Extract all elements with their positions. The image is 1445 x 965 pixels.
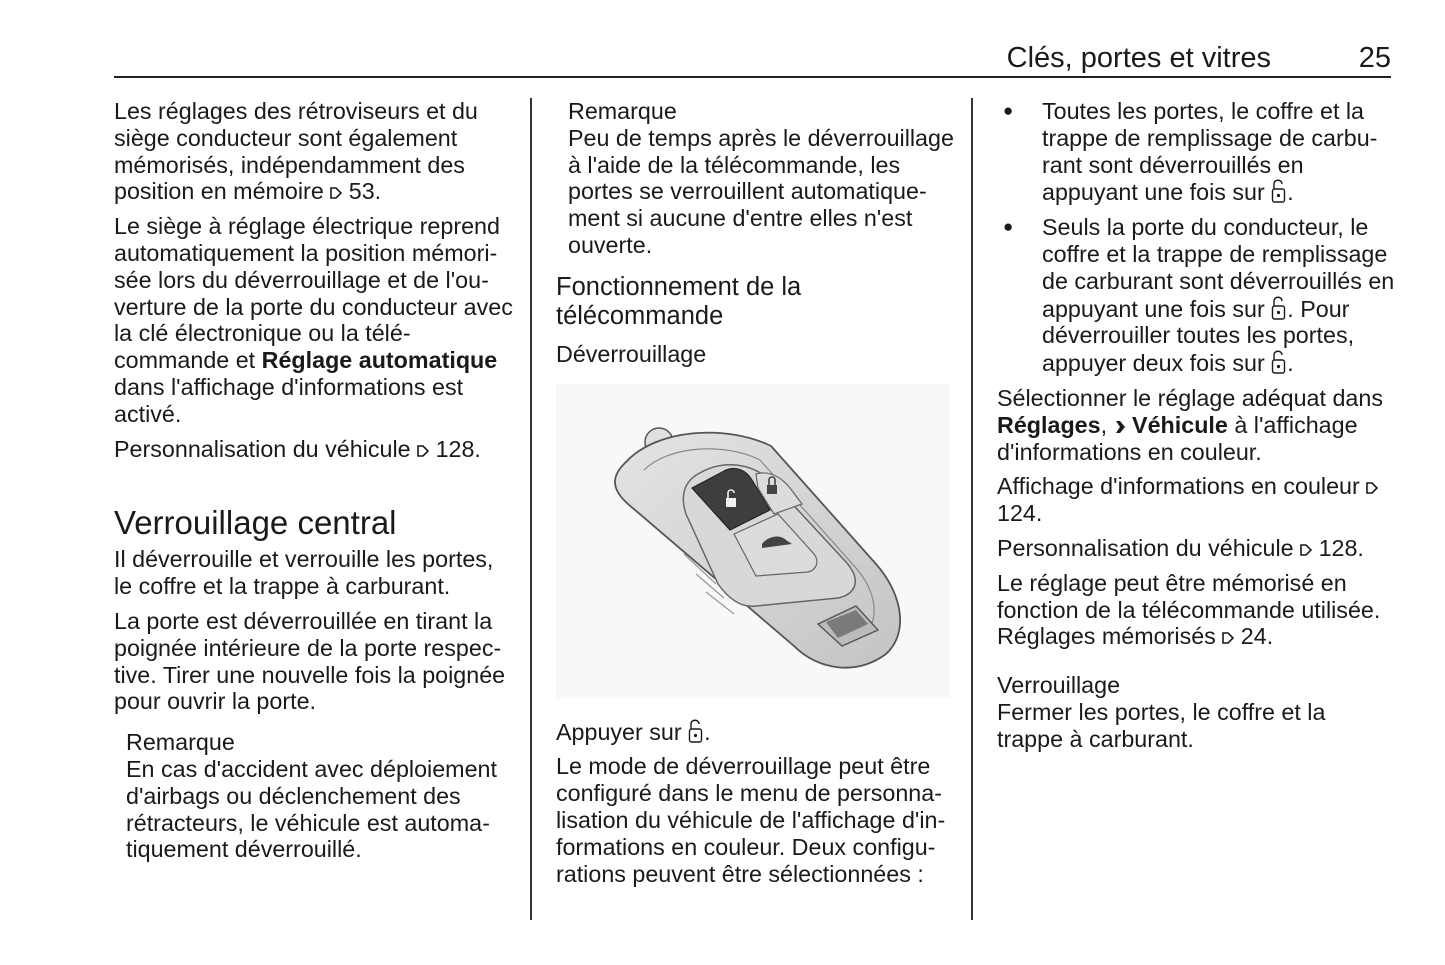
unlock-button-icon [1271,349,1287,375]
chapter-title: Clés, portes et vitres [1006,42,1271,74]
paragraph: Fermer les portes, le coffre et la trappe à carburant. [997,698,1326,752]
sub-heading: Verrouillage [997,672,1121,699]
note-title: Remarque [126,729,235,756]
paragraph-text: Appuyer sur [556,718,682,745]
column-middle [556,98,954,895]
page-reference: 128. [435,435,481,462]
paragraph-text: à l'affichage d'informations en couleur. [997,411,1358,465]
note-text: En cas d'accident avec déploiement d'airbags ou déclenchement des rétracteurs, le véhicule est automatiquement déverrouillé. [126,755,497,863]
punctuation: , [1100,411,1108,438]
paragraph: Il déverrouille et verrouille les portes, le coffre et la trappe à carburant. [114,546,494,600]
note-title: Remarque [568,98,677,124]
menu-term: Réglage automatique [261,347,498,374]
paragraph-text: Personnalisation du véhicule [114,435,411,462]
paragraph [114,213,514,427]
paragraph [997,385,1395,465]
paragraph-text: Affichage d'informations en couleur [997,473,1360,500]
remote-key-icon [556,384,950,698]
unlock-button-icon [1271,178,1287,204]
paragraph [997,473,1395,527]
menu-arrow-icon [1114,419,1126,435]
paragraph [114,436,514,463]
list-item [997,98,1395,206]
paragraph [114,98,514,205]
column-right [997,98,1395,761]
unlock-button-icon [688,718,704,744]
page-reference: 53. [348,178,382,205]
page-reference-arrow-icon [1300,543,1312,557]
paragraph-text: dans l'affichage d'informations est activé. [114,373,464,427]
paragraph-text: Les réglages des rétroviseurs et du siège conducteur sont également mémorisés, indépendamment des position en mémoire [114,98,478,205]
punctuation: . [704,718,711,745]
column-divider [530,98,532,920]
note-block [114,729,514,863]
list-item-text: . Pour déverrouiller toutes les portes, appuyer deux fois sur [1042,295,1355,377]
page-reference-arrow-icon [1366,481,1378,495]
page-header [114,40,1391,78]
page-reference-arrow-icon [417,444,429,458]
list-item [997,214,1395,377]
paragraph-text: Personnalisation du véhicule [997,534,1294,561]
option-list [997,98,1395,377]
section-heading: Verrouillage central [114,504,397,542]
note-text: Peu de temps après le déverrouillage à l'aide de la télécommande, les portes se verrouillent automatiquement si aucune d'entre elles n'est ouverte. [568,124,954,258]
menu-term: Réglages [997,411,1101,438]
unlock-button-icon [1271,295,1287,321]
page-reference: 128. [1318,534,1364,561]
remote-key-illustration [556,384,950,698]
paragraph: Le mode de déverrouillage peut être configuré dans le menu de personnalisation du véhicule de l'affichage d'informations en couleur. Deux configurations peuvent être sélectionnées : [556,753,946,887]
paragraph [556,718,954,746]
paragraph [997,535,1395,562]
page-reference-arrow-icon [330,186,342,200]
column-left [114,98,514,863]
punctuation: . [1287,179,1294,206]
subsection-heading: Fonctionnement de la télécommande [556,272,802,330]
page-reference: 24. [1240,623,1274,650]
column-divider [971,98,973,920]
page-reference: 124. [997,500,1043,527]
note-block [556,98,954,259]
sub-heading: Déverrouillage [556,340,707,367]
list-item-text: Seuls la porte du conducteur, le coffre et la trappe de remplissage de carburant sont déverrouillés en appuyant une fois sur [1042,214,1395,322]
page-number: 25 [1358,42,1391,74]
paragraph-text: Sélectionner le réglage adéquat dans [997,384,1383,411]
paragraph-text: Le siège à réglage électrique reprend automatiquement la position mémorisée lors du déverrouillage et de l'ouverture de la porte du conducteur avec la clé électronique ou la télécommande et [114,213,513,374]
page-reference-arrow-icon [1222,631,1234,645]
paragraph [997,570,1395,650]
paragraph-text: Le réglage peut être mémorisé en fonction de la télécommande utilisée. Réglages mémorisés [997,569,1381,650]
menu-term: Véhicule [1132,411,1228,438]
punctuation: . [1287,350,1294,377]
list-item-text: Toutes les portes, le coffre et la trappe de remplissage de carburant sont déverrouillés en appuyant une fois sur [1042,98,1378,206]
paragraph: La porte est déverrouillée en tirant la poignée intérieure de la porte respective. Tirer une nouvelle fois la poignée pour ouvrir la porte. [114,607,506,715]
